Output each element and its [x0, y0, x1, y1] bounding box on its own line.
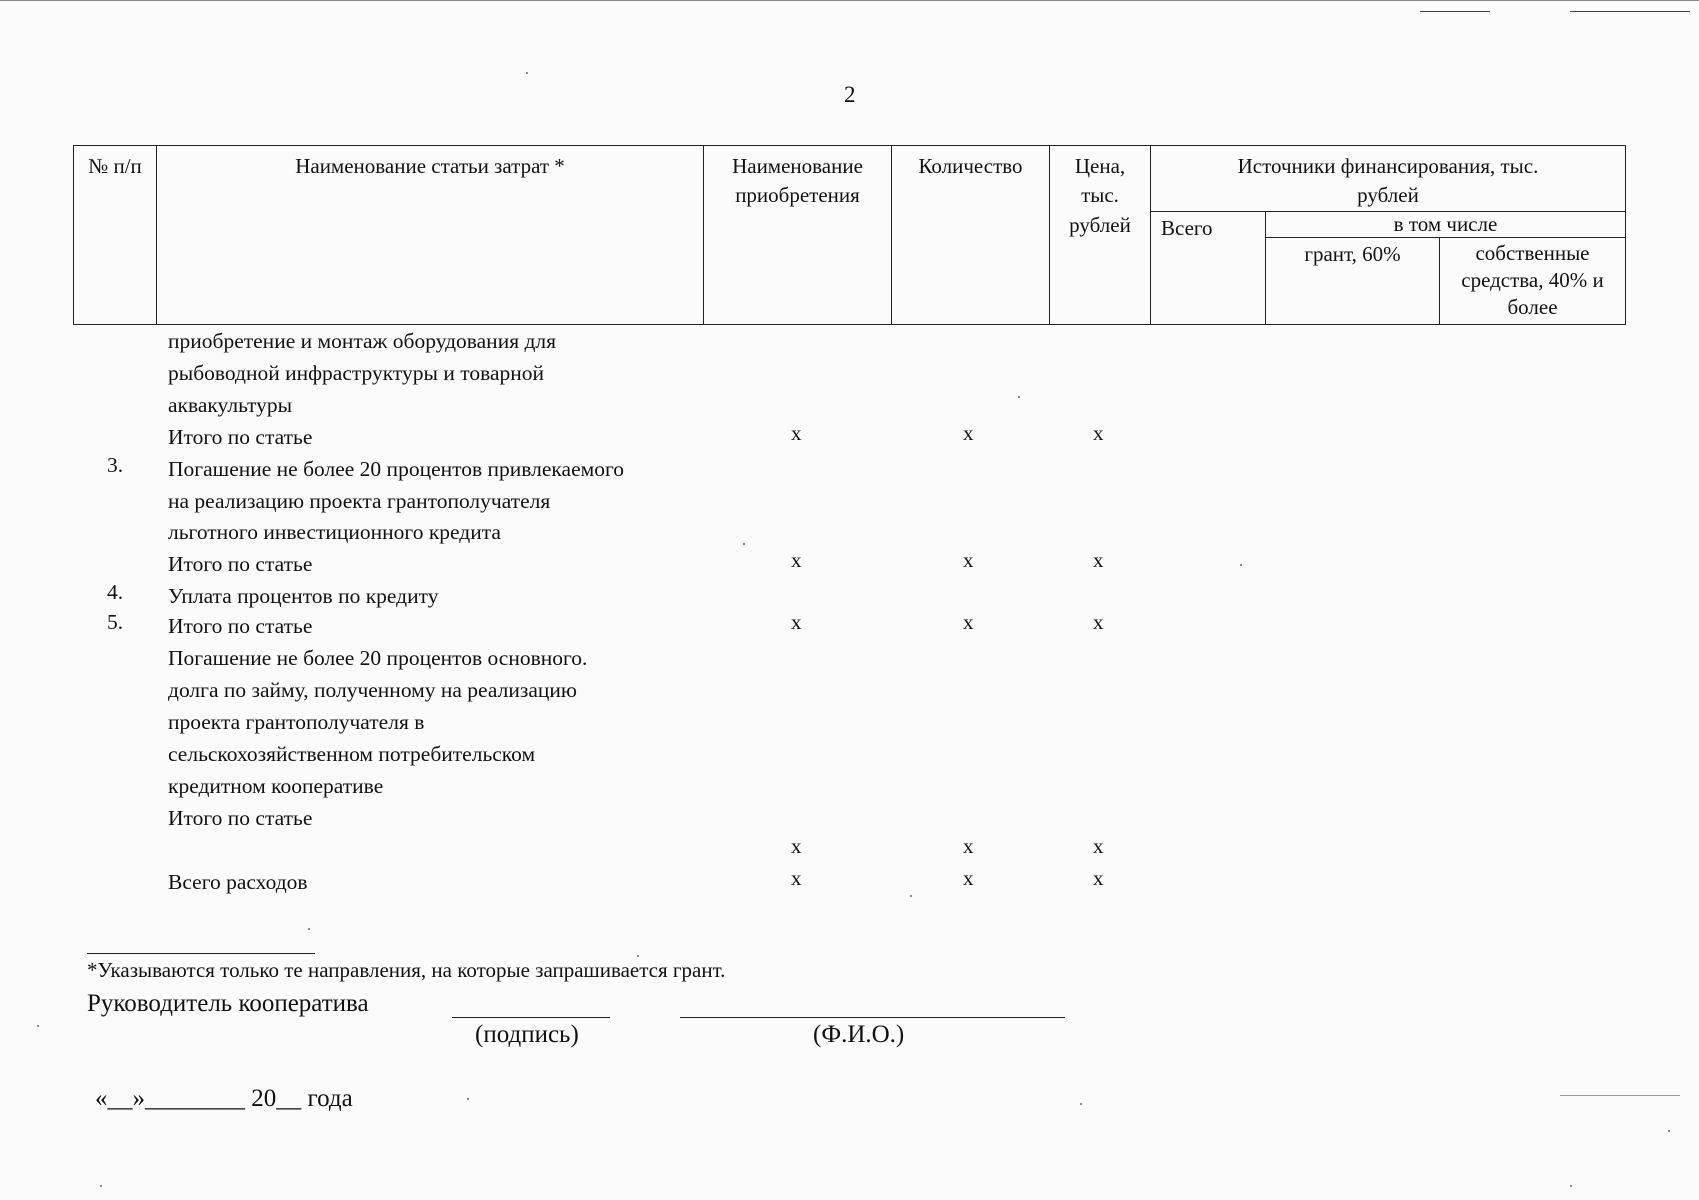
header-col-sources: Источники финансирования, тыс. рублей — [1151, 146, 1626, 212]
row-text: долга по займу, полученному на реализацию — [168, 678, 577, 702]
signature-line — [452, 1017, 610, 1018]
row-text: рыбоводной инфраструктуры и товарной — [168, 361, 545, 385]
scan-edge-line — [1560, 1095, 1680, 1096]
header-col-grant: грант, 60% — [1266, 237, 1440, 324]
scan-edge-line — [1570, 11, 1690, 12]
x-mark: x — [1093, 866, 1104, 890]
scan-speck — [1668, 1130, 1670, 1132]
header-col-including: в том числе — [1266, 211, 1626, 237]
x-mark: x — [963, 610, 974, 634]
row-text: аквакультуры — [168, 393, 293, 417]
signature-caption: (подпись) — [475, 1021, 579, 1048]
row-number: 3. — [107, 453, 124, 477]
scan-speck — [743, 543, 745, 545]
signer-title: Руководитель кооператива — [87, 990, 369, 1017]
header-col-number: № п/п — [74, 146, 157, 325]
row-number: 4. — [107, 580, 124, 604]
x-mark: x — [963, 548, 974, 572]
row-number: 5. — [107, 610, 124, 634]
scan-speck — [1570, 1185, 1572, 1187]
row-text: проекта грантополучателя в — [168, 710, 425, 734]
scan-speck — [37, 1025, 39, 1027]
name-line — [680, 1017, 1065, 1018]
x-mark: x — [791, 834, 802, 858]
row-text: на реализацию проекта грантополучателя — [168, 489, 551, 513]
page-number: 2 — [844, 82, 856, 107]
header-col-purchase: Наименование приобретения — [704, 146, 892, 325]
row-subtotal-label: Итого по статье — [168, 614, 313, 638]
header-col-own-funds: собственные средства, 40% и более — [1440, 237, 1626, 324]
scan-speck — [308, 928, 310, 930]
row-text: Уплата процентов по кредиту — [168, 584, 439, 608]
scan-edge-line — [1420, 11, 1490, 12]
x-mark: x — [963, 421, 974, 445]
row-text: приобретение и монтаж оборудования для — [168, 329, 557, 353]
scan-speck — [100, 1185, 102, 1187]
name-caption: (Ф.И.О.) — [813, 1021, 905, 1048]
x-mark: x — [791, 610, 802, 634]
row-text: Погашение не более 20 процентов привлекаемого — [168, 457, 625, 481]
header-col-price: Цена, тыс. рублей — [1050, 146, 1151, 325]
x-mark: x — [1093, 610, 1104, 634]
x-mark: x — [791, 421, 802, 445]
x-mark: x — [791, 866, 802, 890]
x-mark: x — [791, 548, 802, 572]
footnote: *Указываются только те направления, на которые запрашивается грант. — [87, 958, 726, 982]
grand-total-label: Всего расходов — [168, 870, 308, 894]
x-mark: x — [963, 866, 974, 890]
row-subtotal-label: Итого по статье — [168, 552, 313, 576]
scan-speck — [1240, 564, 1242, 566]
scan-speck — [910, 895, 912, 897]
x-mark: x — [1093, 421, 1104, 445]
scan-speck — [467, 1098, 469, 1100]
header-col-quantity: Количество — [892, 146, 1050, 325]
scan-edge-line — [0, 0, 1699, 1]
row-subtotal-label: Итого по статье — [168, 806, 313, 830]
x-mark: x — [963, 834, 974, 858]
cost-table-header — [73, 145, 1626, 325]
row-text: кредитном кооперативе — [168, 774, 384, 798]
scan-speck — [1080, 1103, 1082, 1105]
row-subtotal-label: Итого по статье — [168, 425, 313, 449]
x-mark: x — [1093, 548, 1104, 572]
scan-speck — [1018, 396, 1020, 398]
date-line: «__»________ 20__ года — [95, 1085, 353, 1112]
header-col-total: Всего — [1151, 211, 1266, 324]
row-text: сельскохозяйственном потребительском — [168, 742, 536, 766]
row-text: Погашение не более 20 процентов основного. — [168, 646, 588, 670]
header-col-item: Наименование статьи затрат * — [157, 146, 704, 325]
footnote-rule — [87, 953, 315, 954]
x-mark: x — [1093, 834, 1104, 858]
scan-speck — [526, 72, 528, 74]
scan-speck — [637, 955, 639, 957]
row-text: льготного инвестиционного кредита — [168, 520, 501, 544]
